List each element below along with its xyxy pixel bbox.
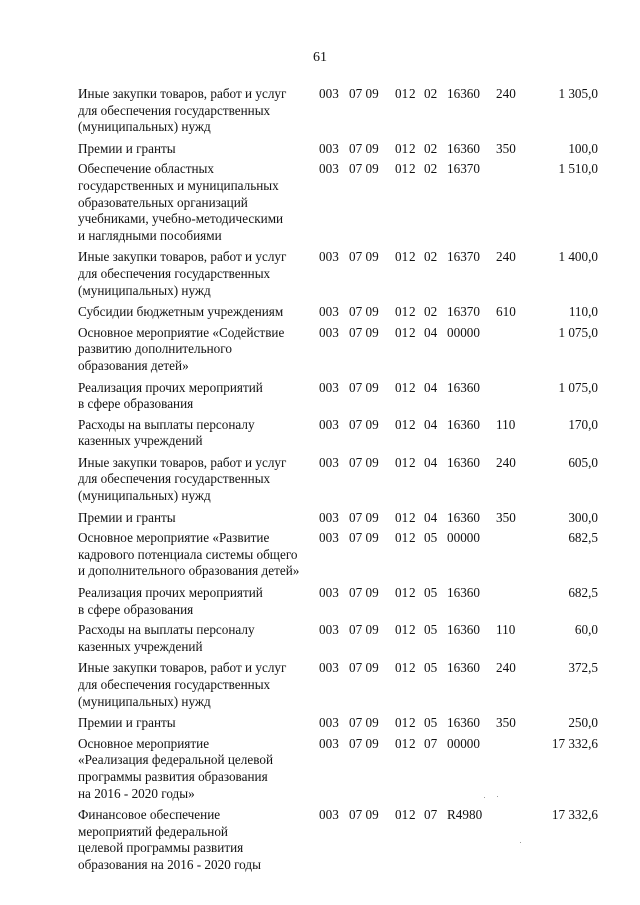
scan-speck [520,842,521,843]
section-subsection: 07 09 [349,304,379,320]
name-line: казенных учреждений [78,638,203,654]
activity-code: 02 [424,86,438,101]
program-code: 01 [395,324,409,340]
subprogram-code: 2 [409,735,416,751]
activity-code: 02 [424,140,438,156]
program-code: 01 [395,530,409,546]
name-line: для обеспечения государственных [78,471,271,487]
amount: 17 332,6 [551,807,598,823]
subprogram-code: 2 [409,249,416,265]
activity-code: 05 [424,660,438,676]
amount: 1 075,0 [558,324,598,340]
table-row [78,141,602,158]
direction-code: 16360 [447,454,480,470]
activity-code: 04 [424,509,438,525]
page-number: 61 [313,50,327,65]
section-subsection: 07 09 [349,416,379,432]
amount: 1 075,0 [558,379,598,395]
direction-code: 16370 [447,249,480,265]
row-name [78,249,308,299]
table-row [78,715,602,732]
row-name [78,736,308,802]
direction-code: 16370 [447,161,480,177]
scan-speck [484,797,485,798]
program-code: 01 [395,304,409,320]
table-row [78,455,602,505]
name-line: и наглядными пособиями [78,227,222,243]
amount: 682,5 [568,530,598,546]
direction-code: 00000 [447,735,480,751]
subprogram-code: 2 [409,660,416,676]
direction-code: 00000 [447,530,480,546]
row-name [78,141,308,158]
expense-type: 350 [496,509,516,525]
name-line: в сфере образования [78,601,194,617]
budget-table [78,86,602,874]
program-code: 01 [395,249,409,265]
table-row [78,807,602,873]
section-subsection: 07 09 [349,735,379,751]
subprogram-code: 2 [409,416,416,432]
amount: 100,0 [568,140,598,156]
subprogram-code: 2 [409,454,416,470]
direction-code: 16360 [447,660,480,676]
department-code: 003 [319,161,339,177]
section-subsection: 07 09 [349,715,379,731]
department-code: 003 [319,530,339,546]
activity-code: 04 [424,454,438,470]
row-name [78,510,308,527]
row-name [78,417,308,450]
name-line: на 2016 - 2020 годы» [78,785,195,801]
name-line: Реализация прочих мероприятий [78,379,263,395]
table-row [78,249,602,299]
name-line: «Реализация федеральной целевой [78,752,273,768]
table-row [78,585,602,618]
name-line: Основное мероприятие «Содействие [78,324,285,340]
scan-speck [497,796,498,797]
direction-code: 16360 [447,140,480,156]
row-name [78,161,308,244]
activity-code: 07 [424,735,438,751]
expense-type: 240 [496,86,516,101]
name-line: (муниципальных) нужд [78,119,211,135]
program-code: 01 [395,379,409,395]
activity-code: 05 [424,622,438,638]
table-row [78,417,602,450]
subprogram-code: 2 [409,379,416,395]
expense-type: 240 [496,249,516,265]
department-code: 003 [319,735,339,751]
activity-code: 02 [424,249,438,265]
direction-code: 16360 [447,509,480,525]
name-line: Премии и гранты [78,140,176,156]
amount: 60,0 [574,622,598,638]
direction-code: 16370 [447,304,480,320]
program-code: 01 [395,807,409,823]
subprogram-code: 2 [409,585,416,601]
department-code: 003 [319,416,339,432]
row-name [78,807,308,873]
section-subsection: 07 09 [349,530,379,546]
name-line: (муниципальных) нужд [78,488,211,504]
amount: 170,0 [568,416,598,432]
name-line: образовательных организаций [78,194,248,210]
name-line: Иные закупки товаров, работ и услуг [78,454,287,470]
section-subsection: 07 09 [349,585,379,601]
name-line: образования на 2016 - 2020 годы [78,856,261,872]
department-code: 003 [319,807,339,823]
amount: 300,0 [568,509,598,525]
amount: 17 332,6 [551,735,598,751]
amount: 682,5 [568,585,598,601]
name-line: Обеспечение областных [78,161,214,177]
department-code: 003 [319,509,339,525]
program-code: 01 [395,161,409,177]
department-code: 003 [319,249,339,265]
direction-code: 16360 [447,416,480,432]
program-code: 01 [395,86,409,101]
name-line: и дополнительного образования детей» [78,563,300,579]
department-code: 003 [319,715,339,731]
name-line: Иные закупки товаров, работ и услуг [78,249,287,265]
table-row [78,325,602,375]
section-subsection: 07 09 [349,249,379,265]
department-code: 003 [319,140,339,156]
subprogram-code: 2 [409,140,416,156]
amount: 605,0 [568,454,598,470]
department-code: 003 [319,86,339,101]
activity-code: 04 [424,416,438,432]
name-line: (муниципальных) нужд [78,693,211,709]
name-line: Основное мероприятие [78,735,210,751]
activity-code: 05 [424,715,438,731]
program-code: 01 [395,735,409,751]
name-line: образования детей» [78,357,189,373]
name-line: в сфере образования [78,396,194,412]
section-subsection: 07 09 [349,140,379,156]
department-code: 003 [319,454,339,470]
activity-code: 02 [424,304,438,320]
section-subsection: 07 09 [349,454,379,470]
row-name [78,304,308,321]
table-row [78,304,602,321]
section-subsection: 07 09 [349,660,379,676]
name-line: для обеспечения государственных [78,102,271,118]
activity-code: 05 [424,530,438,546]
program-code: 01 [395,509,409,525]
activity-code: 02 [424,161,438,177]
name-line: Премии и гранты [78,509,176,525]
subprogram-code: 2 [409,304,416,320]
department-code: 003 [319,622,339,638]
table-row [78,660,602,710]
name-line: программы развития образования [78,768,268,784]
direction-code: 00000 [447,324,480,340]
row-name [78,86,308,136]
subprogram-code: 2 [409,509,416,525]
section-subsection: 07 09 [349,509,379,525]
subprogram-code: 2 [409,324,416,340]
row-name [78,715,308,732]
row-name [78,380,308,413]
name-line: мероприятий федеральной [78,823,228,839]
program-code: 01 [395,140,409,156]
activity-code: 05 [424,585,438,601]
expense-type: 350 [496,140,516,156]
department-code: 003 [319,324,339,340]
subprogram-code: 2 [409,622,416,638]
name-line: Основное мероприятие «Развитие [78,530,270,546]
row-name [78,585,308,618]
table-row [78,736,602,802]
expense-type: 240 [496,454,516,470]
amount: 1 400,0 [558,249,598,265]
direction-code: 16360 [447,86,480,101]
table-row [78,622,602,655]
expense-type: 610 [496,304,516,320]
name-line: Финансовое обеспечение [78,807,221,823]
department-code: 003 [319,585,339,601]
section-subsection: 07 09 [349,622,379,638]
table-row [78,161,602,244]
department-code: 003 [319,304,339,320]
name-line: государственных и муниципальных [78,177,279,193]
section-subsection: 07 09 [349,161,379,177]
name-line: Субсидии бюджетным учреждениям [78,304,284,320]
direction-code: R4980 [447,807,483,823]
name-line: Иные закупки товаров, работ и услуг [78,660,287,676]
expense-type: 240 [496,660,516,676]
expense-type: 350 [496,715,516,731]
program-code: 01 [395,660,409,676]
subprogram-code: 2 [409,807,416,823]
direction-code: 16360 [447,585,480,601]
name-line: для обеспечения государственных [78,677,271,692]
row-name [78,530,308,580]
subprogram-code: 2 [409,715,416,731]
name-line: Расходы на выплаты персоналу [78,622,255,638]
department-code: 003 [319,660,339,676]
program-code: 01 [395,585,409,601]
amount: 110,0 [568,304,598,320]
row-name [78,455,308,505]
department-code: 003 [319,379,339,395]
name-line: целевой программы развития [78,840,244,856]
direction-code: 16360 [447,715,480,731]
subprogram-code: 2 [409,161,416,177]
amount: 250,0 [568,715,598,731]
table-row [78,86,602,136]
row-name [78,622,308,655]
amount: 1 510,0 [558,161,598,177]
row-name [78,325,308,375]
program-code: 01 [395,715,409,731]
table-row [78,530,602,580]
section-subsection: 07 09 [349,379,379,395]
name-line: Реализация прочих мероприятий [78,585,263,601]
activity-code: 07 [424,807,438,823]
section-subsection: 07 09 [349,807,379,823]
direction-code: 16360 [447,622,480,638]
activity-code: 04 [424,379,438,395]
activity-code: 04 [424,324,438,340]
name-line: учебниками, учебно-методическими [78,211,284,227]
name-line: кадрового потенциала системы общего [78,546,298,562]
name-line: Премии и гранты [78,715,176,731]
subprogram-code: 2 [409,86,416,101]
subprogram-code: 2 [409,530,416,546]
direction-code: 16360 [447,379,480,395]
amount: 372,5 [568,660,598,676]
name-line: казенных учреждений [78,433,203,449]
name-line: Иные закупки товаров, работ и услуг [78,86,287,101]
program-code: 01 [395,416,409,432]
name-line: развитию дополнительного [78,341,232,357]
section-subsection: 07 09 [349,324,379,340]
table-row [78,380,602,413]
amount: 1 305,0 [558,86,598,101]
section-subsection: 07 09 [349,86,379,101]
expense-type: 110 [496,416,516,432]
program-code: 01 [395,622,409,638]
row-name [78,660,308,710]
table-row [78,510,602,527]
name-line: (муниципальных) нужд [78,282,211,298]
program-code: 01 [395,454,409,470]
name-line: Расходы на выплаты персоналу [78,416,255,432]
name-line: для обеспечения государственных [78,265,271,281]
expense-type: 110 [496,622,516,638]
